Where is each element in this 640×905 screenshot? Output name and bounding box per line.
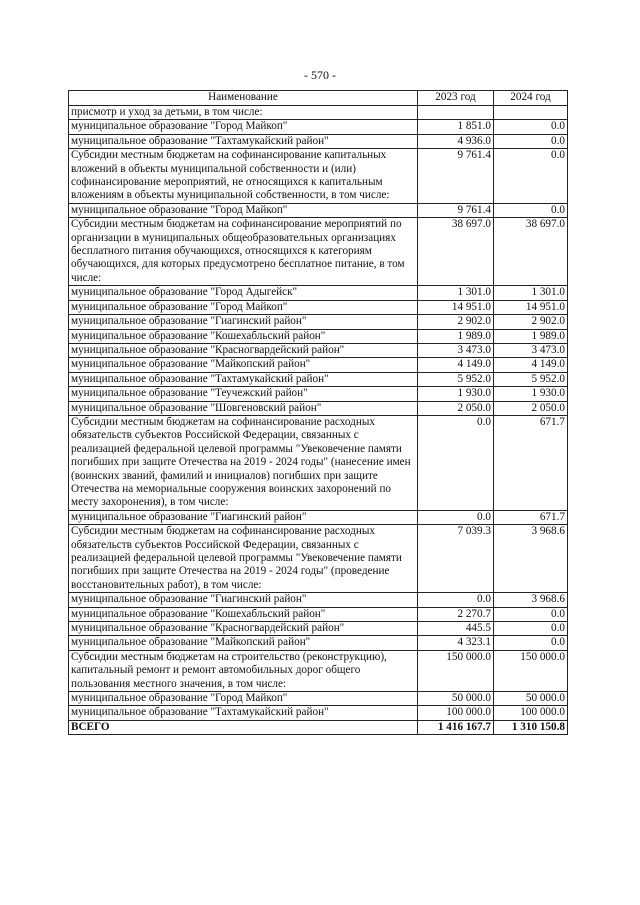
table-row [69,650,568,691]
row-value-2023: 2 050.0 [418,401,494,415]
table-row [69,706,568,720]
row-value-2024: 0.0 [494,149,568,204]
row-name: муниципальное образование "Тахтамукайский район" [69,372,418,386]
row-value-2023: 0.0 [418,510,494,524]
table-row [69,415,568,510]
row-value-2024: 38 697.0 [494,218,568,286]
table-total-row [69,720,568,734]
row-value-2023: 0.0 [418,415,494,510]
row-value-2023: 2 270.7 [418,607,494,621]
table-row [69,315,568,329]
table-row [69,106,568,120]
row-name: Субсидии местным бюджетам на софинансирование расходных обязательств субъектов Российской Федерации, связанных с реализацией федеральной целевой программы "Увековечение памяти погибших при защите Отечества на 2019 - 2024 годы" (проведение восстановительных работ), в том числе: [69,525,418,593]
header-year-2024: 2024 год [494,91,568,106]
row-name: муниципальное образование "Кошехабльский район" [69,607,418,621]
table-row [69,525,568,593]
row-value-2024: 0.0 [494,636,568,650]
table-row [69,343,568,357]
row-name: муниципальное образование "Город Майкоп" [69,300,418,314]
table-row [69,622,568,636]
row-value-2024: 1 989.0 [494,329,568,343]
row-name: муниципальное образование "Шовгеновский район" [69,401,418,415]
table-row [69,203,568,217]
row-value-2024: 0.0 [494,203,568,217]
row-value-2024: 1 301.0 [494,286,568,300]
total-label: ВСЕГО [69,720,418,734]
table-row [69,329,568,343]
table-row [69,134,568,148]
row-name: муниципальное образование "Город Майкоп" [69,692,418,706]
table-row [69,692,568,706]
table-row [69,401,568,415]
row-value-2024: 2 902.0 [494,315,568,329]
row-value-2023: 2 902.0 [418,315,494,329]
row-name: муниципальное образование "Гиагинский район" [69,315,418,329]
row-value-2023: 50 000.0 [418,692,494,706]
table-row [69,300,568,314]
table-row [69,286,568,300]
table-row [69,387,568,401]
row-value-2024: 3 473.0 [494,343,568,357]
row-value-2024: 2 050.0 [494,401,568,415]
row-name: муниципальное образование "Кошехабльский район" [69,329,418,343]
row-value-2023: 5 952.0 [418,372,494,386]
row-value-2024: 3 968.6 [494,593,568,607]
row-name: Субсидии местным бюджетам на софинансирование капитальных вложений в объекты муниципальной собственности и (или) софинансирование мероприятий, не относящихся к капитальным вложениям в объекты муниципальной собственности, в том числе: [69,149,418,204]
row-value-2023: 14 951.0 [418,300,494,314]
row-value-2023: 4 936.0 [418,134,494,148]
row-value-2023: 9 761.4 [418,203,494,217]
row-name: муниципальное образование "Майкопский район" [69,636,418,650]
row-value-2023: 4 323.1 [418,636,494,650]
table-row [69,593,568,607]
row-value-2023 [418,106,494,120]
table-row [69,607,568,621]
row-name: Субсидии местным бюджетам на софинансирование мероприятий по организации в муниципальных общеобразовательных организациях бесплатного питания обучающихся, относящихся к категориям обучающихся, для которых предусмотрено бесплатное питание, в том числе: [69,218,418,286]
budget-table [68,90,568,735]
table-row [69,218,568,286]
row-name: муниципальное образование "Город Адыгейск" [69,286,418,300]
row-name: присмотр и уход за детьми, в том числе: [69,106,418,120]
row-value-2024: 14 951.0 [494,300,568,314]
row-value-2024: 50 000.0 [494,692,568,706]
row-value-2023: 38 697.0 [418,218,494,286]
row-value-2024: 1 930.0 [494,387,568,401]
row-value-2023: 1 930.0 [418,387,494,401]
row-value-2024: 671.7 [494,510,568,524]
row-value-2024: 5 952.0 [494,372,568,386]
row-name: муниципальное образование "Гиагинский район" [69,593,418,607]
row-value-2023: 3 473.0 [418,343,494,357]
row-name: муниципальное образование "Майкопский район" [69,358,418,372]
row-value-2024: 0.0 [494,607,568,621]
row-name: муниципальное образование "Красногвардейский район" [69,343,418,357]
row-name: муниципальное образование "Город Майкоп" [69,203,418,217]
row-name: муниципальное образование "Тахтамукайский район" [69,134,418,148]
row-value-2024: 4 149.0 [494,358,568,372]
row-value-2024 [494,106,568,120]
row-value-2024: 0.0 [494,120,568,134]
row-name: муниципальное образование "Город Майкоп" [69,120,418,134]
row-value-2023: 7 039.3 [418,525,494,593]
total-value-2024: 1 310 150.8 [494,720,568,734]
row-name: муниципальное образование "Красногвардейский район" [69,622,418,636]
table-row [69,149,568,204]
row-value-2023: 9 761.4 [418,149,494,204]
row-name: Субсидии местным бюджетам на софинансирование расходных обязательств субъектов Российской Федерации, связанных с реализацией федеральной целевой программы "Увековечение памяти погибших при защите Отечества на 2019 - 2024 годы" (нанесение имен (воинских званий, фамилий и инициалов) погибших при защите Отечества на мемориальные сооружения воинских захоронений по месту захоронения), в том числе: [69,415,418,510]
table-row [69,372,568,386]
row-name: Субсидии местным бюджетам на строительство (реконструкцию), капитальный ремонт и ремонт автомобильных дорог общего пользования местного значения, в том числе: [69,650,418,691]
header-name: Наименование [69,91,418,106]
row-value-2024: 3 968.6 [494,525,568,593]
table-row [69,510,568,524]
table-row [69,636,568,650]
table-header-row [69,91,568,106]
table-row [69,120,568,134]
row-value-2024: 0.0 [494,622,568,636]
row-value-2023: 1 851.0 [418,120,494,134]
row-name: муниципальное образование "Теучежский район" [69,387,418,401]
row-value-2024: 0.0 [494,134,568,148]
row-value-2023: 150 000.0 [418,650,494,691]
row-value-2024: 100 000.0 [494,706,568,720]
row-name: муниципальное образование "Тахтамукайский район" [69,706,418,720]
row-value-2023: 100 000.0 [418,706,494,720]
header-year-2023: 2023 год [418,91,494,106]
row-value-2023: 0.0 [418,593,494,607]
row-name: муниципальное образование "Гиагинский район" [69,510,418,524]
row-value-2024: 150 000.0 [494,650,568,691]
row-value-2023: 1 301.0 [418,286,494,300]
row-value-2023: 445.5 [418,622,494,636]
row-value-2023: 4 149.0 [418,358,494,372]
row-value-2024: 671.7 [494,415,568,510]
page-number: - 570 - [304,68,336,82]
row-value-2023: 1 989.0 [418,329,494,343]
total-value-2023: 1 416 167.7 [418,720,494,734]
table-row [69,358,568,372]
